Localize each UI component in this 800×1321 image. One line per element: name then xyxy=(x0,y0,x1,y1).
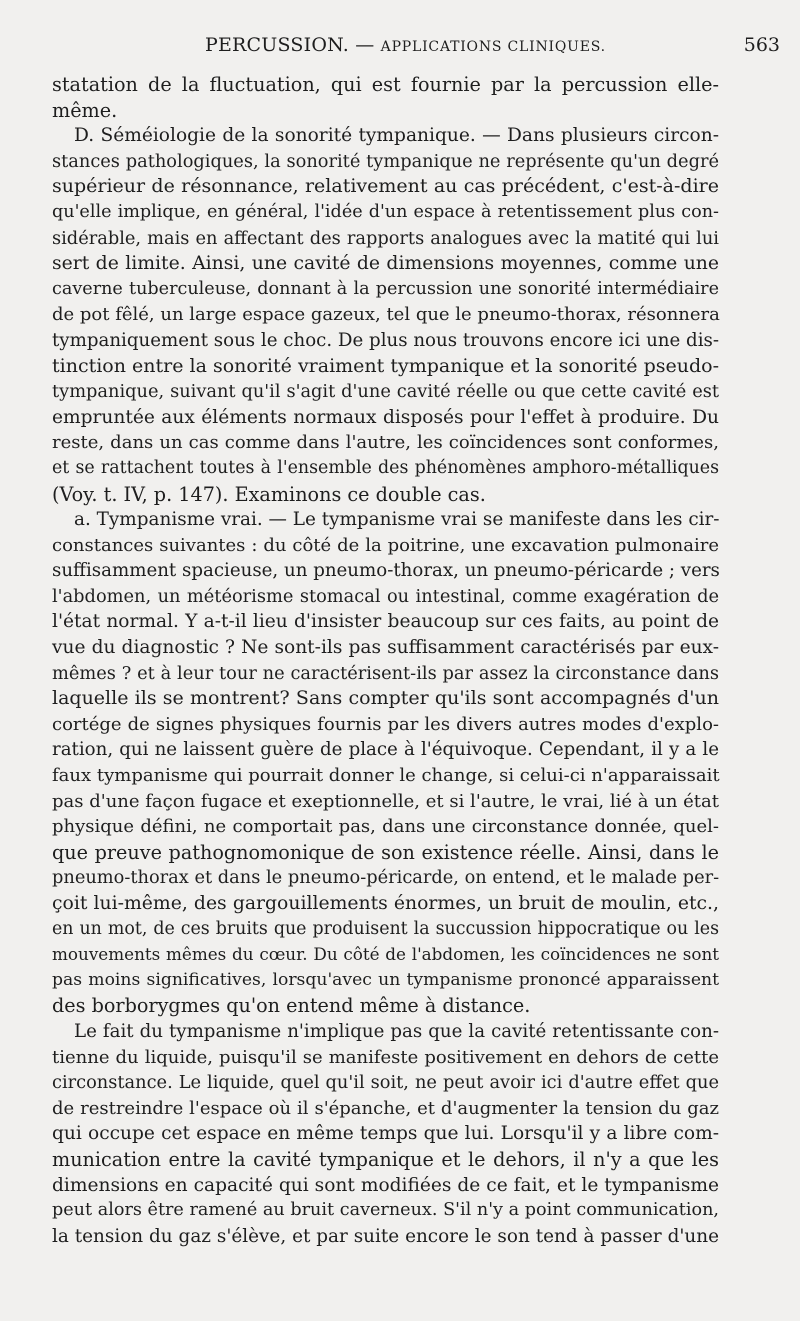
text-line: vue du diagnostic ? Ne sont-ils pas suffisamment caractérisés par eux- xyxy=(52,637,719,659)
text-line: mouvements mêmes du cœur. Du côté de l'abdomen, les coïncidences ne sont xyxy=(52,944,719,965)
text-line: tinction entre la sonorité vraiment tympanique et la sonorité pseudo- xyxy=(52,354,719,377)
text-line: laquelle ils se montrent? Sans compter qu'ils sont accompagnés d'un xyxy=(52,687,719,710)
text-line: physique défini, ne comportait pas, dans une circonstance donnée, quel- xyxy=(52,816,719,838)
text-line: des borborygmes qu'on entend même à distance. xyxy=(52,994,531,1018)
text-line: supérieur de résonnance, relativement au cas précédent, c'est-à-dire xyxy=(52,175,719,198)
text-line: et se rattachent toutes à l'ensemble des phénomènes amphoro-métalliques xyxy=(52,457,719,478)
running-title: PERCUSSION. — APPLICATIONS CLINIQUES. xyxy=(205,34,606,56)
text-line: l'abdomen, un météorisme stomacal ou intestinal, comme exagération de xyxy=(52,585,719,607)
text-line: munication entre la cavité tympanique et le dehors, il n'y a que les xyxy=(52,1147,719,1171)
text-line: stances pathologiques, la sonorité tympanique ne représente qu'un degré xyxy=(52,150,719,172)
text-line: çoit lui-même, des gargouillements énormes, un bruit de moulin, etc., xyxy=(52,893,719,914)
text-line: tienne du liquide, puisqu'il se manifeste positivement en dehors de cette xyxy=(52,1046,719,1068)
text-line: pas moins significatives, lorsqu'avec un tympanisme prononcé apparaissent xyxy=(52,969,719,990)
running-header xyxy=(0,34,800,62)
text-line: peut alors être ramené au bruit caverneux. S'il n'y a point communication, xyxy=(52,1200,719,1221)
section-heading-line: D. Séméiologie de la sonorité tympanique. — Dans plusieurs circon- xyxy=(74,125,719,147)
text-line: suffisamment spacieuse, un pneumo-thorax, un pneumo-péricarde ; vers xyxy=(52,560,720,582)
text-line: même. xyxy=(52,98,118,122)
text-line: qu'elle implique, en général, l'idée d'un espace à retentissement plus con- xyxy=(52,201,719,222)
paragraph-start-line: Le fait du tympanisme n'implique pas que la cavité retentissante con- xyxy=(74,1020,719,1042)
text-line: la tension du gaz s'élève, et par suite encore le son tend à passer d'une xyxy=(52,1225,719,1247)
text-line: sert de limite. Ainsi, une cavité de dimensions moyennes, comme une xyxy=(52,253,719,275)
text-line: circonstance. Le liquide, quel qu'il soit, ne peut avoir ici d'autre effet que xyxy=(52,1072,719,1094)
text-line: empruntée aux éléments normaux disposés pour l'effet à produire. Du xyxy=(52,406,719,428)
text-line: pas d'une façon fugace et exeptionnelle, et si l'autre, le vrai, lié à un état xyxy=(52,790,719,812)
text-line: de restreindre l'espace où il s'épanche, et d'augmenter la tension du gaz xyxy=(52,1097,719,1119)
text-line: tympaniquement sous le choc. De plus nous trouvons encore ici une dis- xyxy=(52,329,719,351)
text-line: qui occupe cet espace en même temps que lui. Lorsqu'il y a libre com- xyxy=(52,1123,719,1145)
text-line: (Voy. t. IV, p. 147). Examinons ce double cas. xyxy=(52,482,486,506)
body-text xyxy=(52,72,719,1249)
text-line: en un mot, de ces bruits que produisent la succussion hippocratique ou les xyxy=(52,918,719,939)
text-line: ration, qui ne laissent guère de place à l'équivoque. Cependant, il y a le xyxy=(52,739,719,761)
text-line: dimensions en capacité qui sont modifiées de ce fait, et le tympanisme xyxy=(52,1174,719,1196)
text-line: caverne tuberculeuse, donnant à la percussion une sonorité intermédiaire xyxy=(52,278,719,299)
text-line: tympanique, suivant qu'il s'agit d'une cavité réelle ou que cette cavité est xyxy=(52,381,719,403)
text-line: l'état normal. Y a-t-il lieu d'insister beaucoup sur ces faits, au point de xyxy=(52,611,719,633)
text-line: de pot fêlé, un large espace gazeux, tel que le pneumo-thorax, résonnera xyxy=(52,304,720,326)
text-line: constances suivantes : du côté de la poitrine, une excavation pulmonaire xyxy=(52,534,719,556)
text-line: pneumo-thorax et dans le pneumo-péricarde, on entend, et le malade per- xyxy=(52,867,720,889)
page-number: 563 xyxy=(743,34,780,56)
text-line: cortége de signes physiques fournis par les divers autres modes d'explo- xyxy=(52,713,719,735)
text-line: que preuve pathognomonique de son existence réelle. Ainsi, dans le xyxy=(52,840,719,864)
text-line: mêmes ? et à leur tour ne caractérisent-ils par assez la circonstance dans xyxy=(52,662,719,684)
subsection-heading-line: a. Tympanisme vrai. — Le tympanisme vrai se manifeste dans les cir- xyxy=(74,509,720,531)
text-line: statation de la fluctuation, qui est fournie par la percussion elle- xyxy=(52,73,719,96)
text-line: reste, dans un cas comme dans l'autre, les coïncidences sont conformes, xyxy=(52,432,719,454)
text-line: faux tympanisme qui pourrait donner le change, si celui-ci n'apparaissait xyxy=(52,765,720,787)
text-line: sidérable, mais en affectant des rapports analogues avec la matité qui lui xyxy=(52,227,719,249)
